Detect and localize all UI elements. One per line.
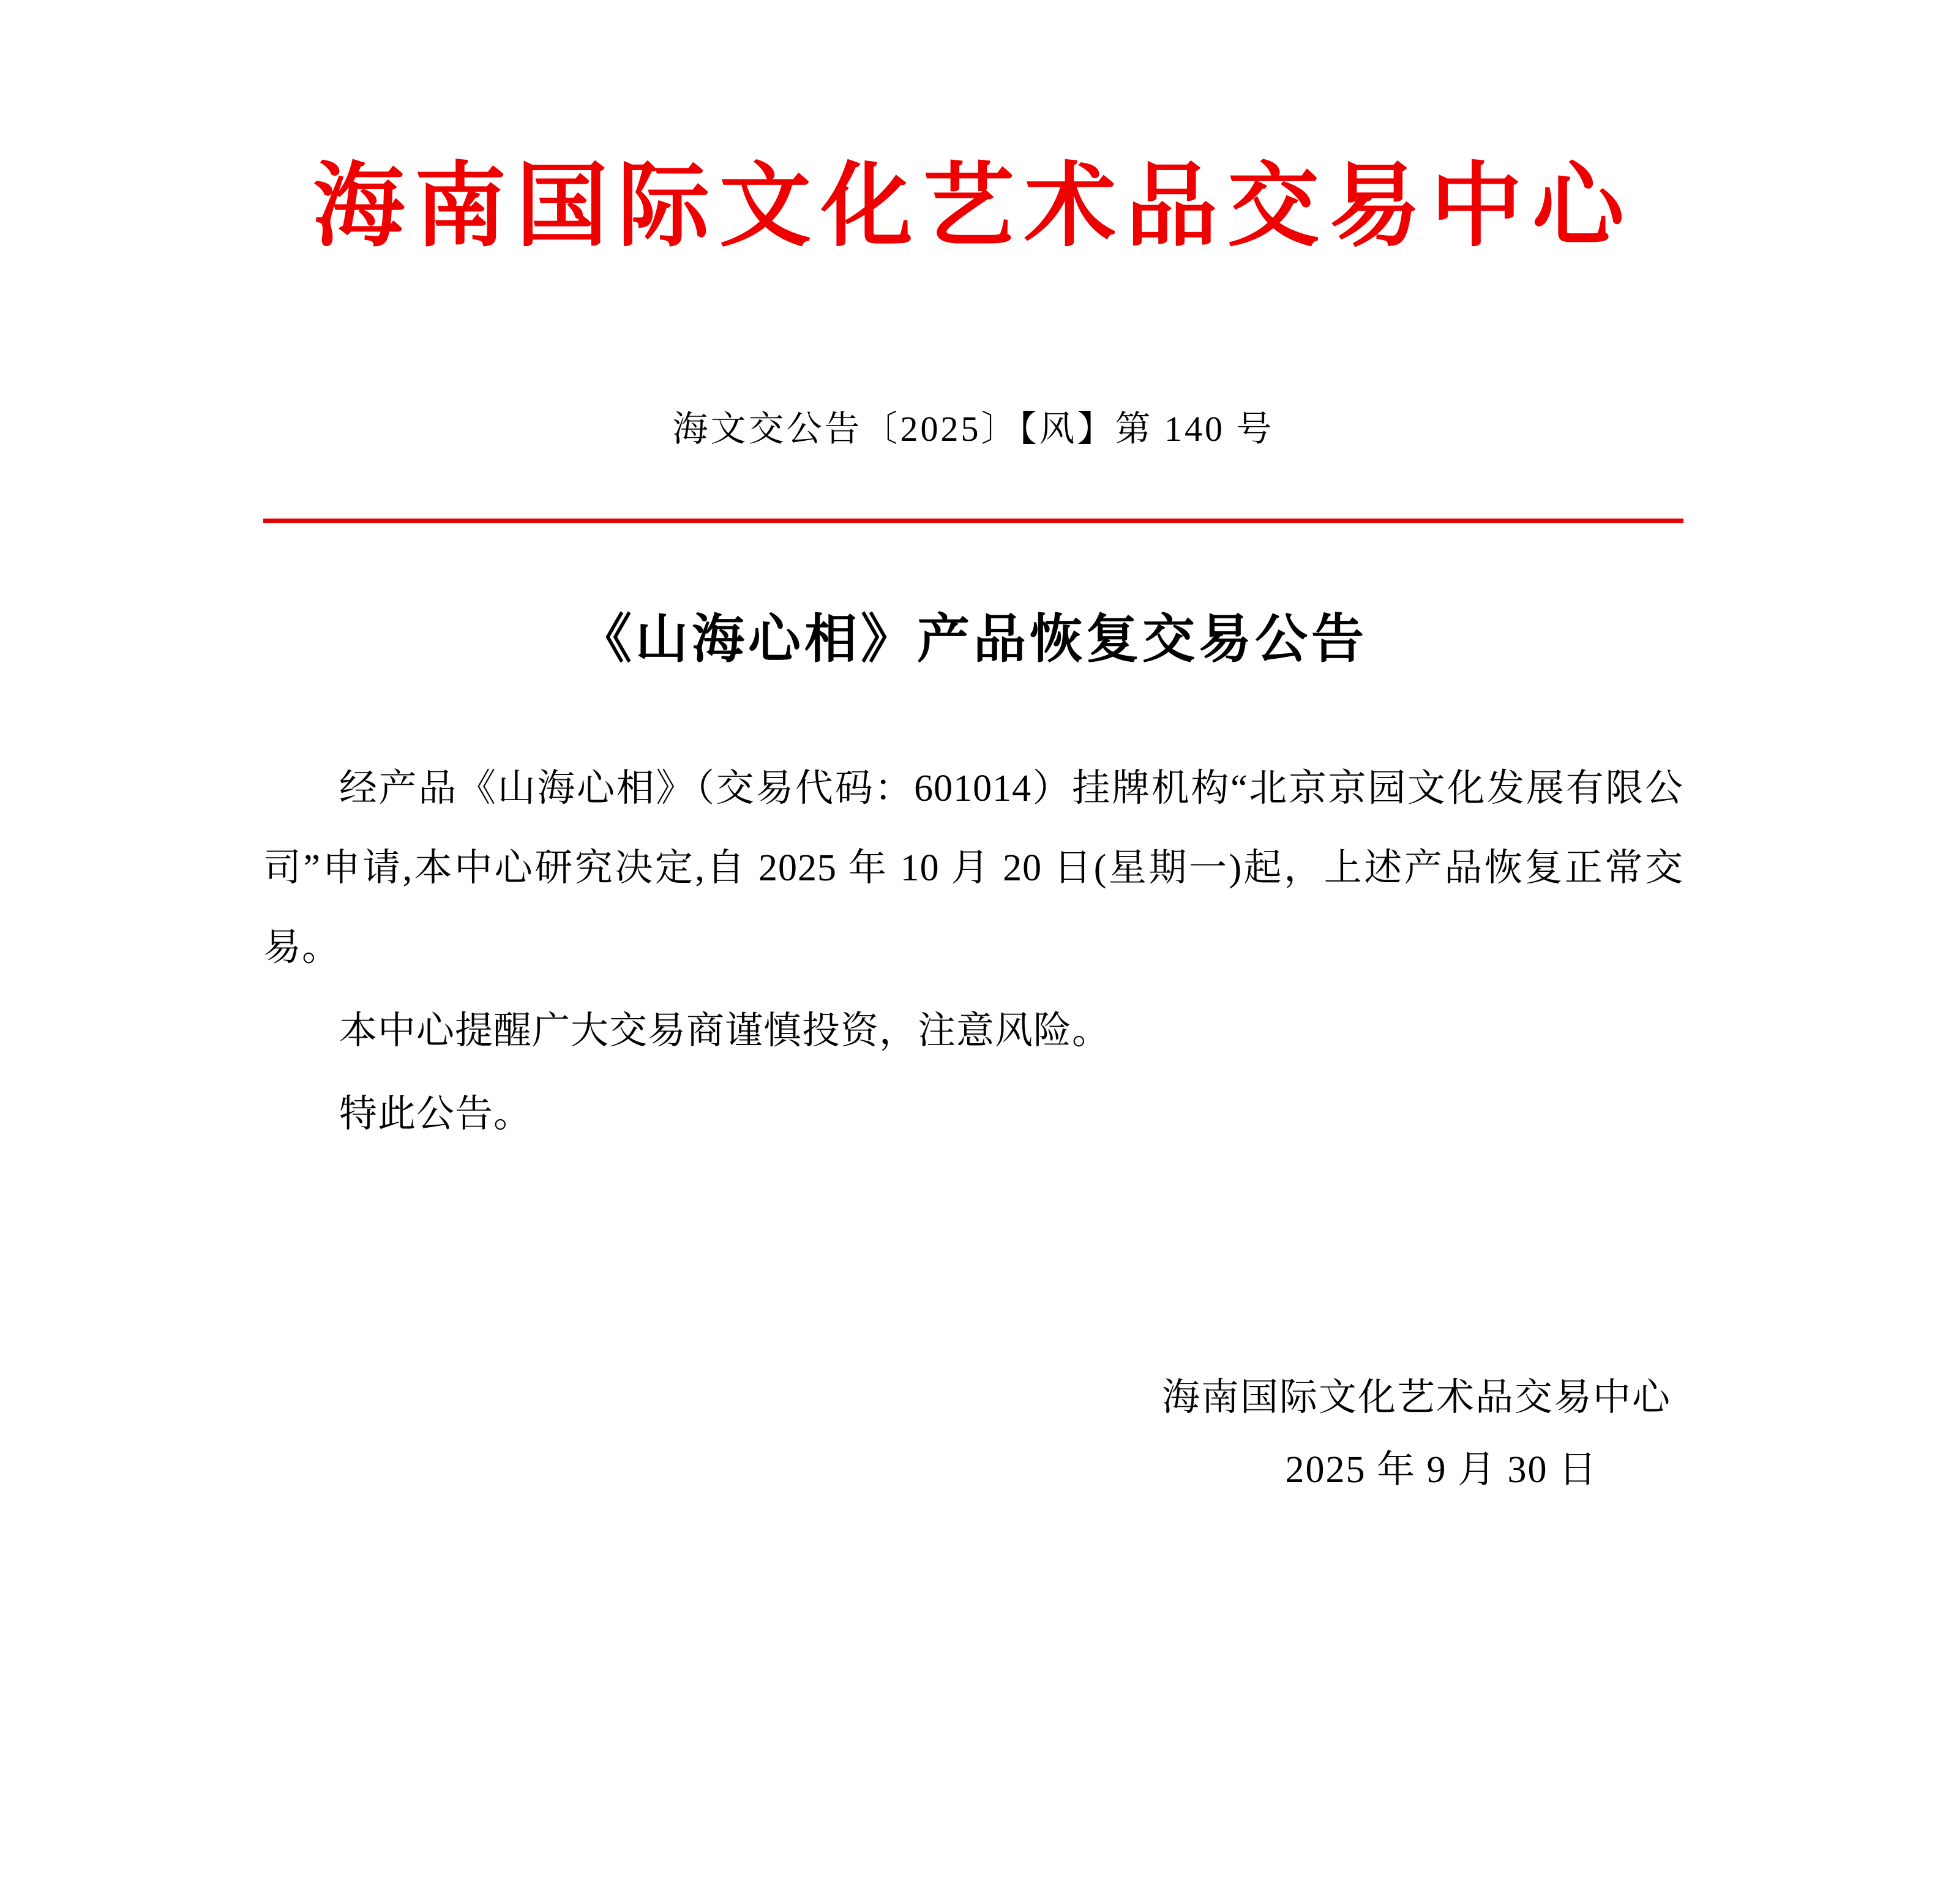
signature-block <box>263 1362 1683 1507</box>
paragraph: 本中心提醒广大交易商谨慎投资，注意风险。 <box>339 1010 1111 1052</box>
header-divider <box>263 519 1683 523</box>
body-text <box>263 749 1683 1155</box>
page-title: 《山海心相》产品恢复交易公告 <box>579 607 1368 670</box>
signature-date: 2025 年 9 月 30 日 <box>1285 1449 1598 1491</box>
document-content <box>263 0 1683 1507</box>
organization-masthead: 海南国际文化艺术品交易中心 <box>312 152 1634 260</box>
paragraph: 特此公告。 <box>339 1093 533 1136</box>
paragraph: 经产品《山海心相》（交易代码：601014）挂牌机构“北京京园文化发展有限公司”申请,本中心研究决定,自 2025 年 10 月 20 日(星期一)起，上述产品恢复正常交易。 <box>263 767 1683 969</box>
document-number: 海文交公告〔2025〕【风】第 140 号 <box>672 408 1275 449</box>
signer-name: 海南国际文化艺术品交易中心 <box>1161 1377 1671 1419</box>
